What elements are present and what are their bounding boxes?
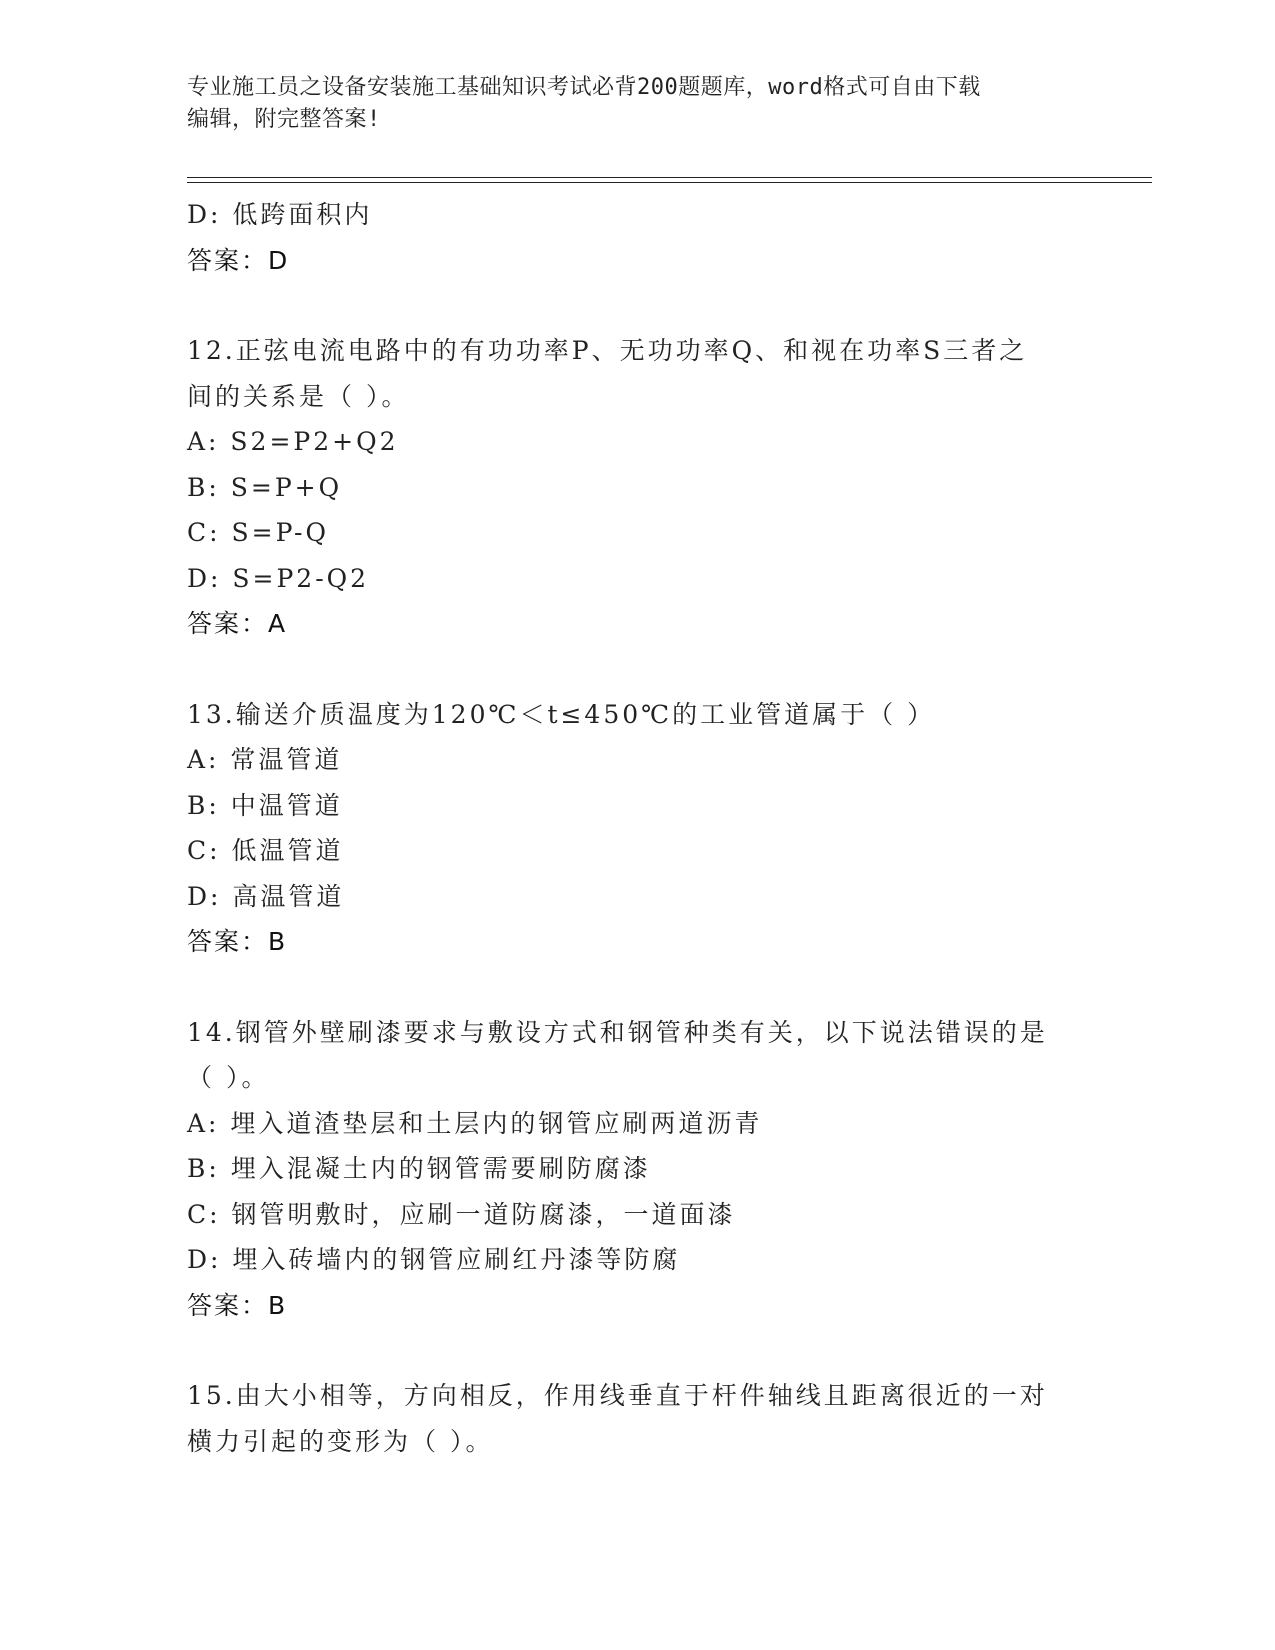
question-15: [187, 1373, 1087, 1464]
question-stem-continued: 间的关系是（ ）。: [187, 381, 410, 411]
question-stem: 13.输送介质温度为120℃＜t≤450℃的工业管道属于（ ）: [187, 699, 936, 729]
header-divider-bottom: [187, 182, 1152, 183]
header-line-2: 编辑，附完整答案!: [187, 107, 381, 132]
answer-line: 答案：A: [187, 609, 288, 638]
question-14: [187, 1010, 1087, 1329]
option-d: D: 高温管道: [187, 881, 345, 911]
answer-line: 答案：B: [187, 927, 288, 956]
question-12: [187, 328, 1087, 647]
header-line-1: 专业施工员之设备安装施工基础知识考试必背200题题库，word格式可自由下载: [187, 75, 981, 100]
answer-line: 答案：D: [187, 245, 290, 275]
option-c: C: 钢管明敷时，应刷一道防腐漆，一道面漆: [187, 1199, 736, 1229]
option-b: B: 埋入混凝土内的钢管需要刷防腐漆: [187, 1154, 651, 1183]
header-divider-top: [187, 177, 1152, 178]
page-header: [187, 72, 1067, 136]
question-13: [187, 692, 1087, 965]
option-d: D: S=P2-Q2: [187, 563, 370, 593]
option-d: D: 低跨面积内: [187, 200, 373, 229]
option-b: B: 中温管道: [187, 790, 343, 820]
option-a: A: S2=P2+Q2: [187, 427, 399, 456]
option-a: A: 常温管道: [187, 745, 343, 774]
question-stem: 14.钢管外壁刷漆要求与敷设方式和钢管种类有关，以下说法错误的是: [187, 1017, 1048, 1047]
answer-line: 答案：B: [187, 1290, 288, 1320]
question-list: [187, 192, 1087, 1464]
option-c: C: S=P-Q: [187, 518, 329, 547]
question-stem-continued: 横力引起的变形为（ ）。: [187, 1426, 494, 1456]
question-stem-continued: （ ）。: [187, 1063, 270, 1092]
option-b: B: S=P+Q: [187, 472, 343, 502]
option-c: C: 低温管道: [187, 836, 344, 865]
question-stem: 15.由大小相等，方向相反，作用线垂直于杆件轴线且距离很近的一对: [187, 1381, 1048, 1410]
option-a: A: 埋入道渣垫层和土层内的钢管应刷两道沥青: [187, 1108, 763, 1138]
option-d: D: 埋入砖墙内的钢管应刷红丹漆等防腐: [187, 1245, 681, 1274]
question-stem: 12.正弦电流电路中的有功功率P、无功功率Q、和视在功率S三者之: [187, 336, 1028, 365]
